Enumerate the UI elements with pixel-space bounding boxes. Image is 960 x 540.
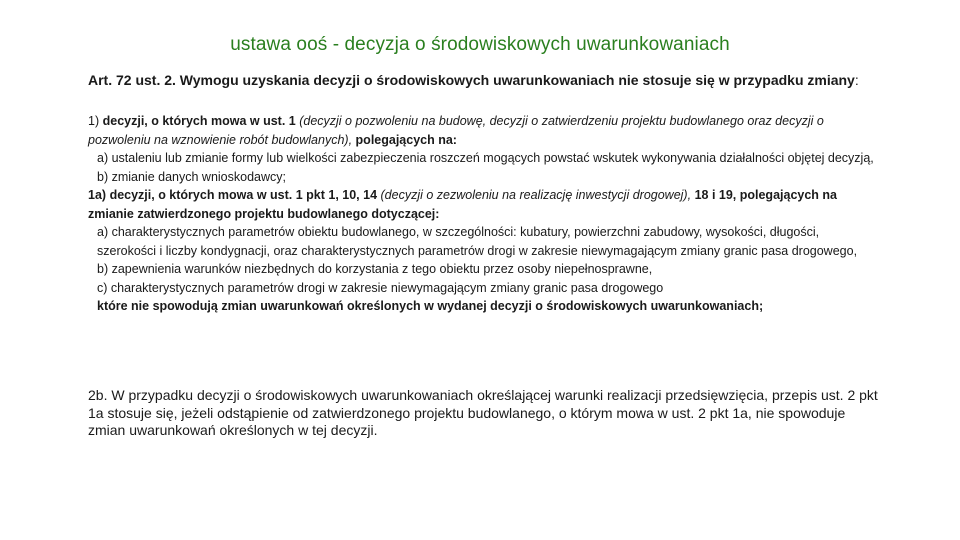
section-2b	[88, 387, 878, 440]
article-heading-text: Art. 72 ust. 2. Wymogu uzyskania decyzji o środowiskowych uwarunkowaniach nie stosuje się w przypadku zmiany	[88, 72, 855, 88]
point-1a	[88, 186, 878, 223]
section-2b-text: 2b. W przypadku decyzji o środowiskowych uwarunkowaniach określającej warunki realizacji przedsięwzięcia, przepis ust. 2 pkt 1a stosuje się, jeżeli odstąpienie od zatwierdzonego projektu budowlanego, o którym mowa w ust. 2 pkt 1a, nie spowoduje zmian uwarunkowań określonych w tej decyzji.	[88, 387, 878, 438]
point-1-bold: decyzji, o których mowa w ust. 1	[102, 114, 296, 128]
point-1-number: 1)	[88, 114, 100, 128]
point-1a-a: a) charakterystycznych parametrów obiektu budowlanego, w szczególności: kubatury, powierzchni zabudowy, wysokości, długości, szerokości i liczby kondygnacji, oraz charakterystycznych parametrów drogi w zakresie niewymagającym zmiany granic pasa drogowego,	[97, 225, 858, 258]
point-1a-number: 1a)	[88, 188, 107, 202]
point-1a-closing: które nie spowodują zmian uwarunkowań określonych w wydanej decyzji o środowiskowych uwarunkowaniach;	[97, 299, 764, 313]
point-1-italic: (decyzji o pozwoleniu na budowę, decyzji o zatwierdzeniu projektu budowlanego oraz decyzji o pozwoleniu na wznowienie robót budowlanych),	[88, 114, 824, 147]
point-1-bold-end: polegających na:	[355, 132, 457, 147]
article-heading	[88, 73, 878, 88]
point-1-a: a) ustaleniu lub zmianie formy lub wielkości zabezpieczenia roszczeń mogących powstać wskutek wykonywania działalności objętej decyzją,	[97, 151, 874, 165]
point-1a-bold: decyzji, o których mowa w ust. 1 pkt 1, 10, 14	[109, 188, 378, 202]
point-1a-bold-end: 18 i 19, polegających na zmianie zatwierdzonego projektu budowlanego dotyczącej:	[88, 188, 837, 221]
article-heading-colon: :	[854, 72, 859, 88]
point-1a-b: b) zapewnienia warunków niezbędnych do korzystania z tego obiektu przez osoby niepełnosprawne,	[97, 262, 653, 276]
point-1a-italic: (decyzji o zezwoleniu na realizację inwestycji drogowej),	[380, 188, 692, 202]
point-1a-c: c) charakterystycznych parametrów drogi w zakresie niewymagającym zmiany granic pasa drogowego	[97, 280, 664, 295]
article-points	[88, 112, 878, 316]
point-1	[88, 112, 878, 149]
slide-title: ustawa ooś - decyzja o środowiskowych uwarunkowaniach	[230, 34, 730, 55]
point-1-b: b) zmianie danych wnioskodawcy;	[97, 169, 286, 184]
